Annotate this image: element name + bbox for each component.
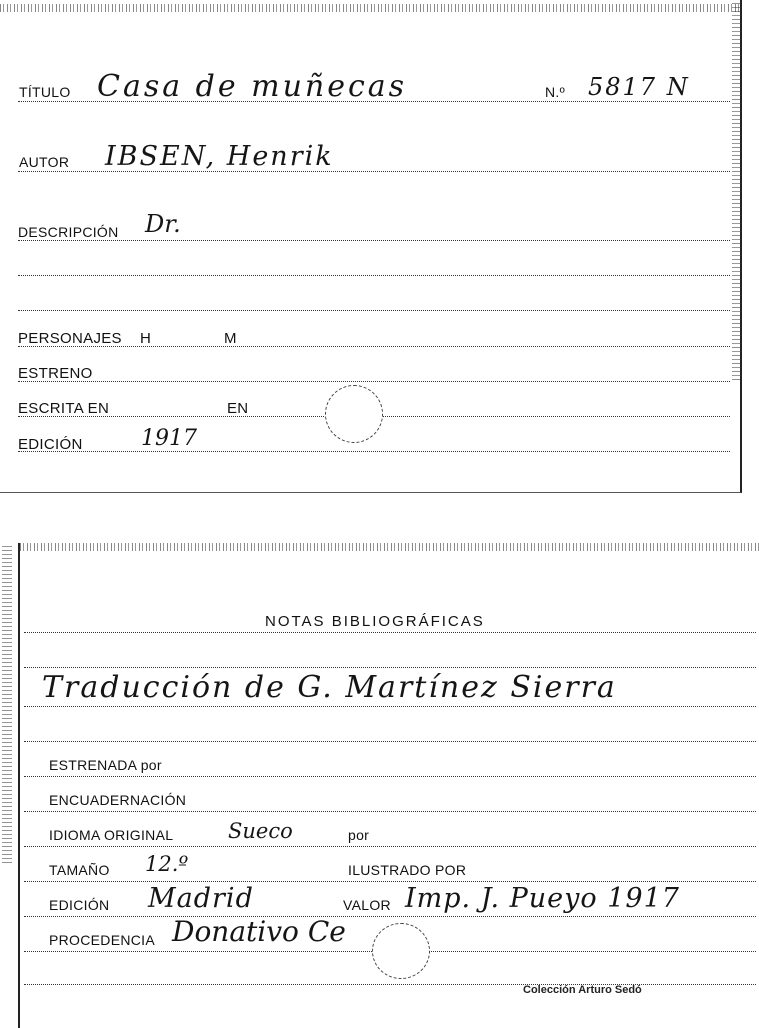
rule-estreno — [18, 381, 730, 382]
tamano-value: 12.º — [145, 852, 189, 876]
encuadernacion-label: ENCUADERNACIÓN — [49, 792, 187, 808]
rule-encuadernacion — [24, 811, 756, 812]
rule-idioma — [24, 846, 756, 847]
catalog-card-bottom — [18, 543, 759, 1028]
ilustrado-label: ILUSTRADO POR — [348, 862, 467, 878]
idioma-label: IDIOMA ORIGINAL — [49, 827, 174, 843]
punch-hole-top — [325, 385, 383, 443]
rule-estrenada — [24, 776, 756, 777]
edicion-value-bottom: Madrid — [148, 883, 254, 914]
tamano-label: TAMAÑO — [49, 862, 110, 878]
rule-final — [24, 984, 756, 985]
estreno-label: ESTRENO — [18, 365, 93, 382]
scan-noise-right-edge — [732, 0, 742, 380]
valor-label: VALOR — [343, 897, 391, 913]
notas-heading: NOTAS BIBLIOGRÁFICAS — [265, 613, 485, 630]
rule-note-2 — [24, 706, 756, 707]
procedencia-label: PROCEDENCIA — [49, 932, 155, 948]
scan-noise-left-edge — [2, 543, 12, 863]
note-translation: Traducción de G. Martínez Sierra — [42, 670, 617, 705]
punch-hole-bottom — [372, 923, 430, 979]
autor-value: IBSEN, Henrik — [105, 141, 334, 172]
valor-value: Imp. J. Pueyo 1917 — [405, 883, 680, 914]
numero-value: 5817 N — [588, 73, 690, 101]
rule-heading — [24, 632, 756, 633]
procedencia-value: Donativo Ce — [172, 915, 346, 948]
escrita-label: ESCRITA EN — [18, 400, 110, 417]
rule-note-1 — [24, 667, 756, 668]
edicion-label-bottom: EDICIÓN — [49, 897, 110, 913]
rule-edicion — [18, 451, 730, 452]
collection-credit: Colección Arturo Sedó — [523, 984, 642, 996]
catalog-card-top — [0, 0, 742, 493]
edicion-label-top: EDICIÓN — [18, 436, 83, 453]
titulo-value: Casa de muñecas — [97, 69, 408, 104]
rule-personajes — [18, 346, 730, 347]
rule-edicion-bottom — [24, 916, 756, 917]
autor-label: AUTOR — [19, 154, 70, 170]
personajes-m-label: M — [224, 330, 237, 347]
descripcion-label: DESCRIPCIÓN — [18, 224, 119, 240]
edicion-value-top: 1917 — [141, 426, 197, 451]
scan-noise-bottom-card-edge — [20, 543, 759, 551]
escrita-en-label: EN — [227, 400, 249, 417]
personajes-h-label: H — [140, 330, 152, 347]
idioma-por-label: por — [348, 827, 370, 843]
numero-label: N.º — [545, 84, 566, 100]
rule-descripcion — [18, 240, 730, 241]
idioma-value: Sueco — [228, 819, 293, 843]
rule-blank-2 — [18, 310, 730, 311]
scan-noise-top-edge — [0, 4, 740, 12]
rule-blank-1 — [18, 275, 730, 276]
titulo-label: TÍTULO — [19, 84, 71, 100]
rule-note-3 — [24, 741, 756, 742]
descripcion-value: Dr. — [145, 210, 181, 238]
estrenada-label: ESTRENADA por — [49, 757, 162, 773]
personajes-label: PERSONAJES — [18, 330, 122, 347]
rule-tamano — [24, 881, 756, 882]
